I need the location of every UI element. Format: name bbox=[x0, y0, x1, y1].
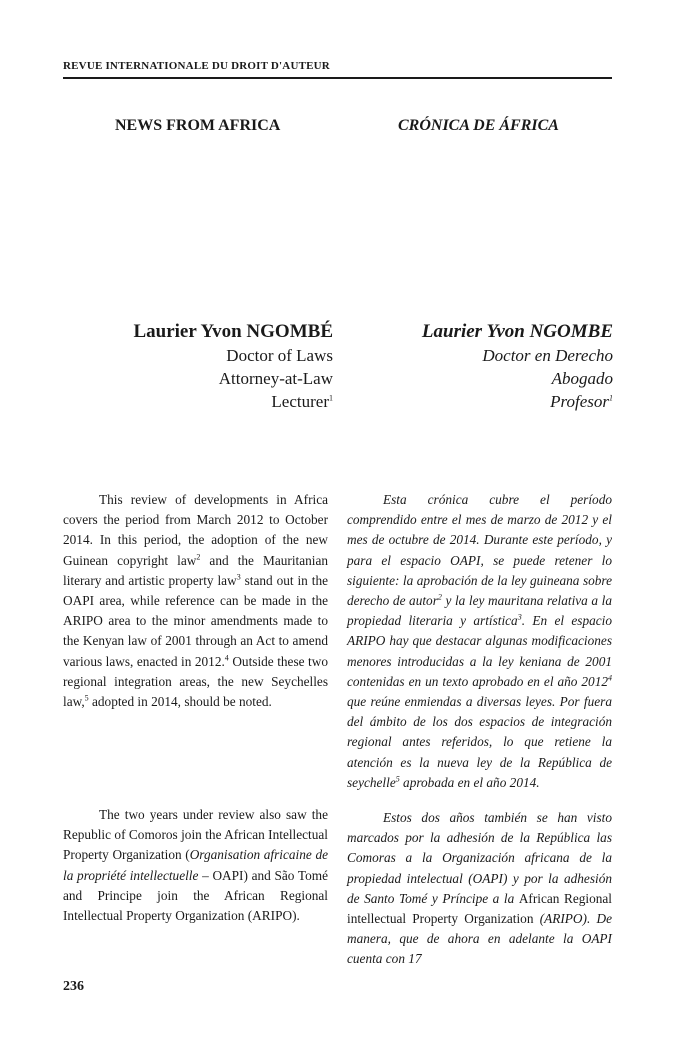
section-title-english: NEWS FROM AFRICA bbox=[115, 117, 281, 134]
text-run: – OAPI) and São Tomé and Principe join the African Regional Intellectual Property Organization (ARIPO). bbox=[63, 867, 328, 924]
text-run: que reúne enmiendas a diversas leyes. Por fuera del ámbito de los dos espacios de integración regional antes referidos, lo que retiene la atención es la nueva ley de la República de seychelle bbox=[347, 694, 612, 790]
footnote-ref-3[interactable]: 3 bbox=[517, 612, 522, 622]
spanish-paragraph-2 bbox=[347, 808, 612, 970]
author-position-text: Profesor bbox=[550, 392, 609, 411]
running-head: REVUE INTERNATIONALE DU DROIT D'AUTEUR bbox=[63, 60, 330, 72]
section-title-spanish: CRÓNICA DE ÁFRICA bbox=[398, 117, 559, 134]
text-run-italic: Organisation africaine de la propriété intellectuelle bbox=[63, 847, 328, 883]
page-number: 236 bbox=[63, 979, 84, 994]
text-run: y la ley mauritana relativa a la propiedad literaria y artística bbox=[347, 593, 612, 629]
text-run: adopted in 2014, should be noted. bbox=[88, 694, 272, 710]
spanish-paragraph-1 bbox=[347, 490, 612, 793]
text-run: The two years under review also saw the Republic of Comoros join the African Intellectual Property Organization ( bbox=[63, 807, 328, 863]
footnote-ref-3[interactable]: 3 bbox=[236, 572, 241, 582]
text-run: aprobada en el año 2014. bbox=[399, 774, 540, 790]
text-run: This review of developments in Africa covers the period from March 2012 to October 2014. In this period, the adoption of the new Guinean copyright law bbox=[63, 492, 328, 568]
footnote-ref-5[interactable]: 5 bbox=[395, 774, 400, 784]
text-run: stand out in the OAPI area, while reference can be made in the ARIPO area to the minor amendments made to the Kenyan law of 2001 through an Act to amend various laws, enacted in 2012. bbox=[63, 572, 328, 669]
text-run: Esta crónica cubre el período comprendido entre el mes de marzo de 2012 y el mes de octubre de 2014. Durante este período, y para el espacio OAPI, se puede retener lo siguiente: la aprobación de la ley guineana sobre derecho de autor bbox=[347, 492, 612, 609]
author-degree: Doctor of Laws bbox=[226, 346, 333, 365]
footnote-ref-4[interactable]: 4 bbox=[224, 653, 229, 663]
author-name: Laurier Yvon NGOMBÉ bbox=[133, 321, 333, 342]
text-run: (ARIPO). De manera, que de ahora en adelante la OAPI cuenta con 17 bbox=[347, 911, 613, 967]
author-block-spanish bbox=[343, 320, 613, 413]
author-position bbox=[343, 390, 613, 413]
english-paragraph-2 bbox=[63, 805, 328, 926]
text-run: and the Mauritanian literary and artistic property law bbox=[63, 552, 329, 588]
footnote-ref-5[interactable]: 5 bbox=[84, 693, 89, 703]
text-run: . En el espacio ARIPO hay que destacar algunas modificaciones menores introducidas a la ley keniana de 2001 contenidas en un texto aprobado en el año 2012 bbox=[347, 613, 612, 689]
author-position-text: Lecturer bbox=[271, 392, 329, 411]
author-profession: Attorney-at-Law bbox=[218, 369, 333, 388]
footnote-ref-2[interactable]: 2 bbox=[196, 552, 201, 562]
footnote-ref-1[interactable]: 1 bbox=[329, 393, 333, 403]
author-block-english bbox=[63, 320, 333, 413]
text-run-roman: African Regional intellectual Property Organization bbox=[347, 890, 612, 927]
footnote-ref-4[interactable]: 4 bbox=[608, 673, 612, 683]
author-degree: Doctor en Derecho bbox=[482, 346, 613, 365]
footnote-ref-2[interactable]: 2 bbox=[437, 592, 442, 602]
author-profession: Abogado bbox=[551, 369, 613, 388]
author-position bbox=[63, 390, 333, 413]
footnote-ref-1[interactable]: 1 bbox=[609, 393, 613, 403]
author-name: Laurier Yvon NGOMBE bbox=[421, 321, 613, 342]
text-run: Estos dos años también se han visto marcados por la adhesión de la República las Comoras a la Organización africana de la propiedad intelectual (OAPI) y por la adhesión de Santo Tomé y Príncipe a la bbox=[347, 810, 612, 906]
header-rule bbox=[63, 77, 612, 79]
text-run: Outside these two regional integration areas, the new Seychelles law, bbox=[63, 653, 328, 710]
english-paragraph-1 bbox=[63, 490, 328, 712]
